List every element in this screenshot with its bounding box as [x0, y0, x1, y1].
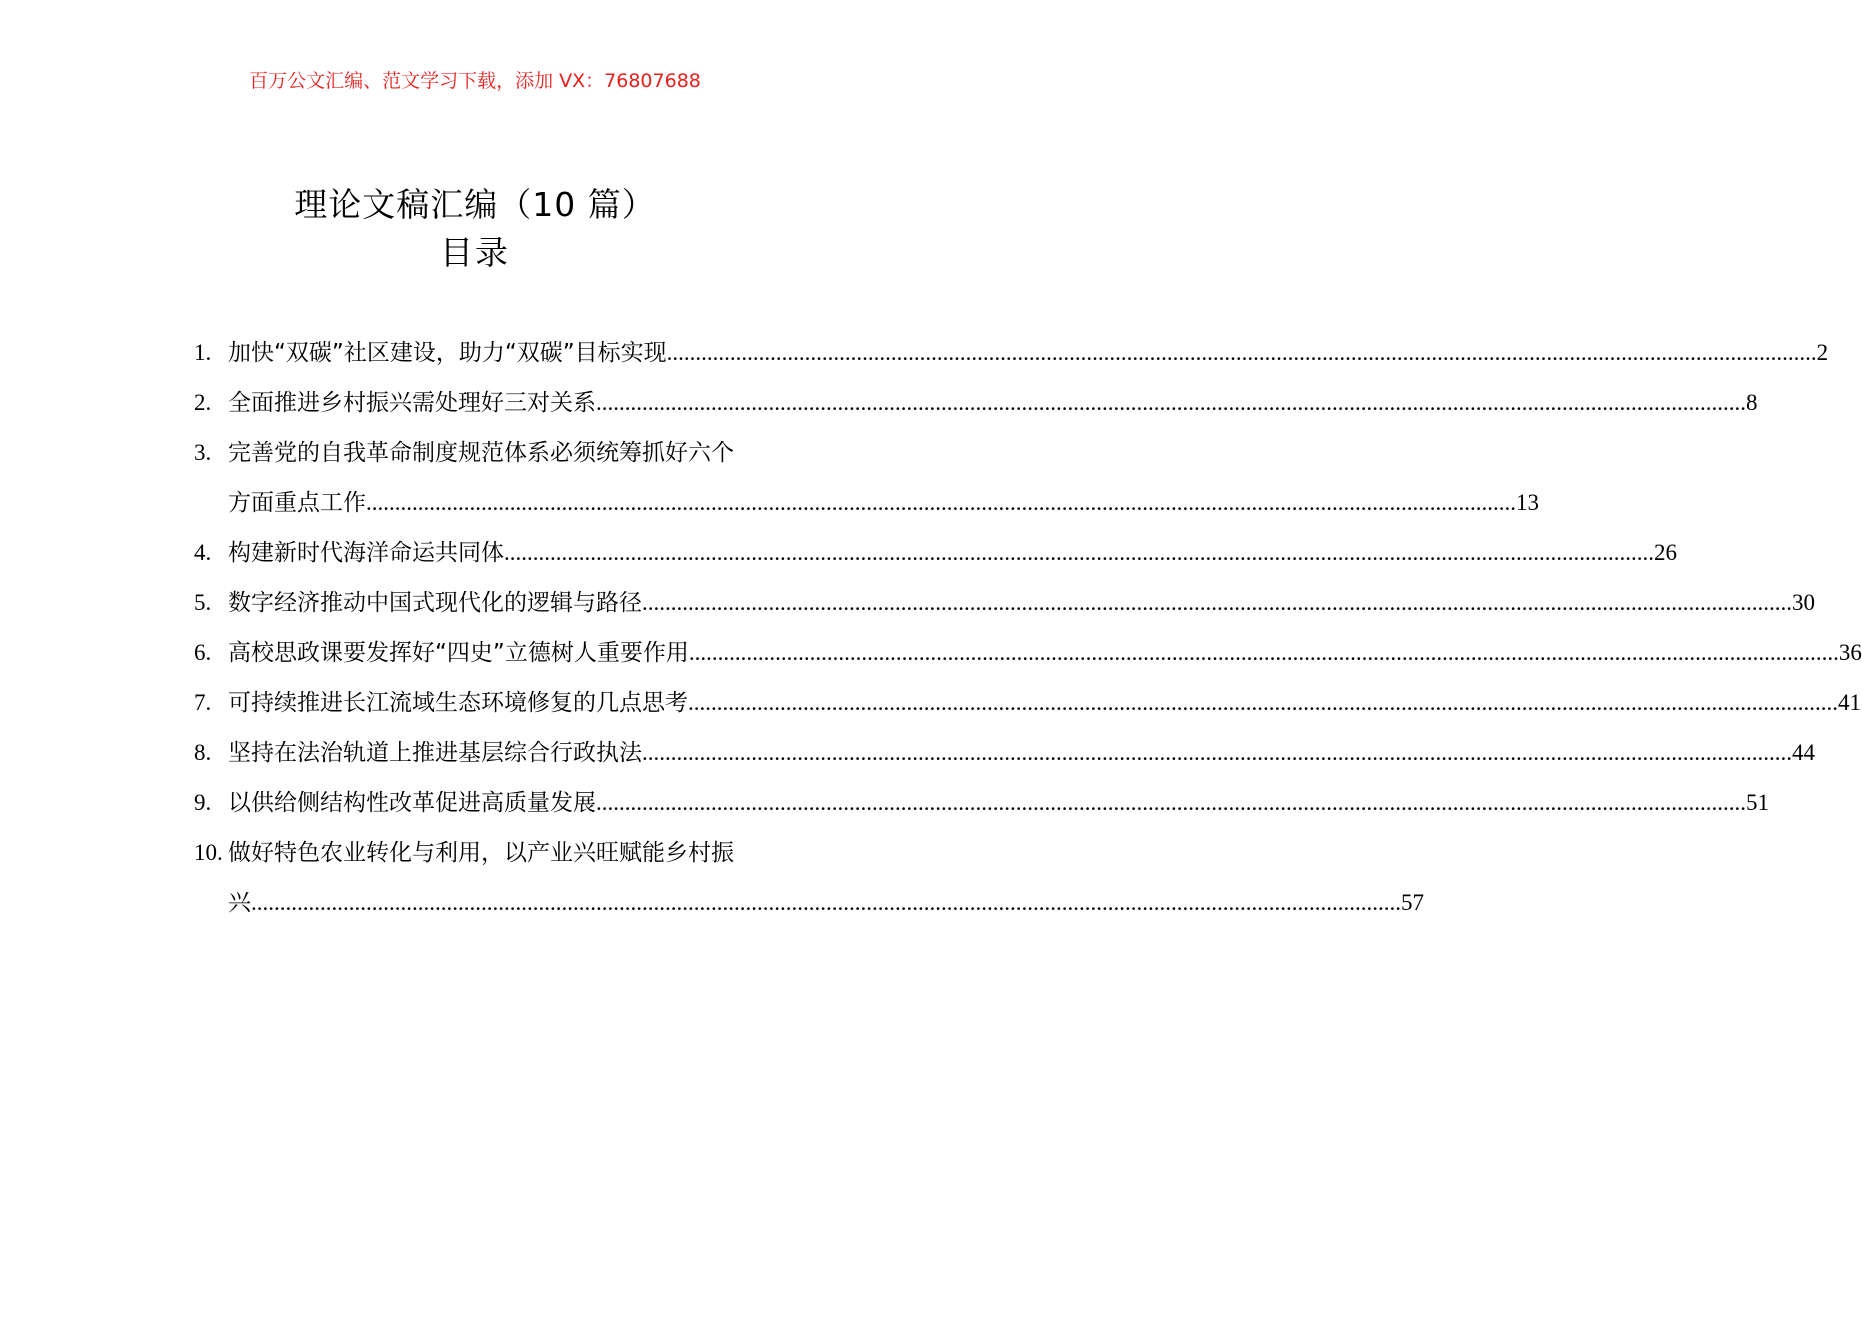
toc-entry-line — [228, 528, 1677, 578]
toc-entry-number: 4. — [194, 540, 212, 565]
toc-entry-title: 兴 — [228, 890, 251, 916]
toc-entry-line — [228, 578, 1815, 628]
toc-entry-title: 以供给侧结构性改革促进高质量发展 — [228, 790, 596, 816]
toc-dot-leader: ........................................................................................................................................................................................................ — [596, 390, 1746, 415]
toc-entry-number: 1. — [194, 340, 212, 365]
toc-entry-line — [228, 678, 1861, 728]
toc-entry-title-line: 做好特色农业转化与利用，以产业兴旺赋能乡村振 — [228, 840, 734, 866]
toc-page-number: 41 — [1838, 690, 1861, 715]
toc-entry-number: 5. — [194, 590, 212, 615]
toc-entry-title: 坚持在法治轨道上推进基层综合行政执法 — [228, 740, 642, 766]
toc-dot-leader: ........................................................................................................................................................................................................ — [642, 740, 1792, 765]
toc-heading: 目录 — [440, 233, 510, 272]
toc-entry-title: 构建新时代海洋命运共同体 — [228, 540, 504, 566]
toc-dot-leader: ........................................................................................................................................................................................................ — [596, 790, 1746, 815]
toc-page-number: 13 — [1516, 490, 1539, 515]
toc-entry-number: 6. — [194, 640, 212, 665]
toc-page-number: 26 — [1654, 540, 1677, 565]
toc-entry[interactable] — [194, 778, 1769, 828]
toc-entry[interactable] — [194, 828, 1424, 928]
toc-page-number: 30 — [1792, 590, 1815, 615]
toc-entry[interactable] — [194, 428, 1539, 528]
toc-dot-leader: ........................................................................................................................................................................................................ — [688, 690, 1838, 715]
toc-page-number: 44 — [1792, 740, 1815, 765]
toc-page-number: 57 — [1401, 890, 1424, 915]
toc-entry-line — [228, 778, 1769, 828]
document-title: 理论文稿汇编（10 篇） — [294, 185, 656, 224]
toc-entry-number: 9. — [194, 790, 212, 815]
toc-entry[interactable] — [194, 728, 1815, 778]
toc-entry-line — [228, 478, 1539, 528]
toc-entry-title: 方面重点工作 — [228, 490, 366, 516]
toc-entry-title-line: 完善党的自我革命制度规范体系必须统筹抓好六个 — [228, 440, 734, 466]
toc-dot-leader: ........................................................................................................................................................................................................ — [366, 490, 1516, 515]
toc-entry-line — [228, 378, 1758, 428]
toc-dot-leader: ........................................................................................................................................................................................................ — [688, 640, 1839, 665]
toc-dot-leader: ........................................................................................................................................................................................................ — [504, 540, 1654, 565]
toc-entry-number: 3. — [194, 440, 212, 465]
toc-page-number: 8 — [1746, 390, 1758, 415]
toc-page-number: 36 — [1838, 640, 1862, 665]
table-of-contents — [194, 328, 1862, 928]
toc-entry-line — [228, 878, 1424, 928]
toc-entry-title: 高校思政课要发挥好“四史”立德树人重要作用 — [228, 640, 689, 666]
toc-entry[interactable] — [194, 578, 1815, 628]
toc-entry-number: 10. — [194, 840, 223, 865]
toc-entry-line — [228, 328, 1829, 378]
toc-entry-number: 2. — [194, 390, 212, 415]
toc-dot-leader: ........................................................................................................................................................................................................ — [642, 590, 1792, 615]
toc-entry[interactable] — [194, 528, 1677, 578]
toc-entry[interactable] — [194, 328, 1829, 378]
toc-dot-leader: ........................................................................................................................................................................................................ — [666, 340, 1817, 365]
header-note: 百万公文汇编、范文学习下载，添加 VX：76807688 — [249, 70, 701, 92]
toc-entry[interactable] — [194, 378, 1758, 428]
toc-page-number: 2 — [1816, 340, 1829, 365]
toc-entry-title: 数字经济推动中国式现代化的逻辑与路径 — [228, 590, 642, 616]
toc-entry-number: 7. — [194, 690, 212, 715]
toc-page-number: 51 — [1746, 790, 1769, 815]
toc-entry-line — [228, 728, 1815, 778]
toc-dot-leader: ........................................................................................................................................................................................................ — [251, 890, 1401, 915]
toc-entry-number: 8. — [194, 740, 212, 765]
toc-entry[interactable] — [194, 678, 1861, 728]
toc-entry[interactable] — [194, 628, 1862, 678]
toc-entry-title: 加快“双碳”社区建设，助力“双碳”目标实现 — [228, 340, 667, 366]
toc-entry-title: 全面推进乡村振兴需处理好三对关系 — [228, 390, 596, 416]
toc-entry-title: 可持续推进长江流域生态环境修复的几点思考 — [228, 690, 688, 716]
toc-entry-line — [228, 628, 1862, 678]
